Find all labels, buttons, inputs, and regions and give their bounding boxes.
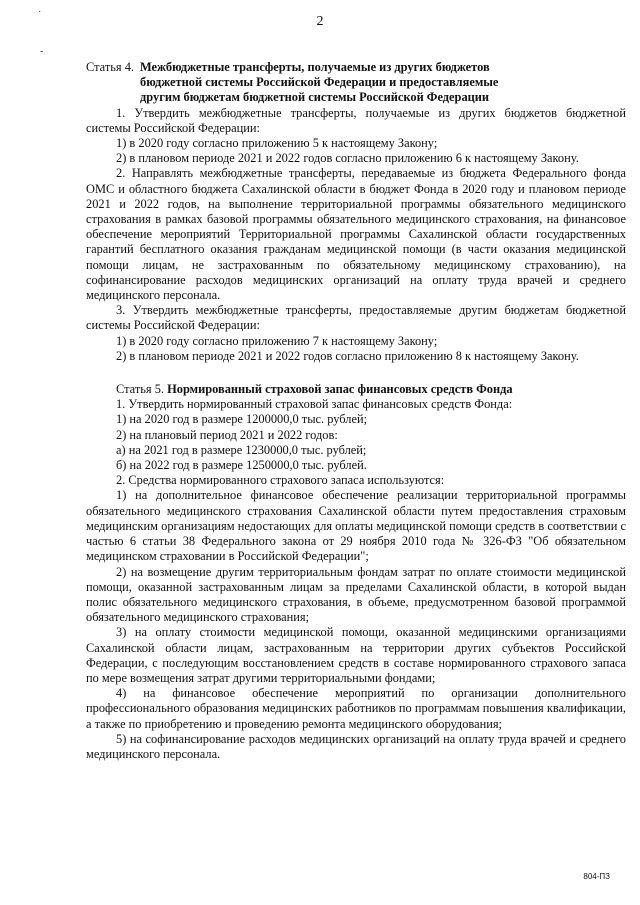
article-4-paragraph: 1. Утвердить межбюджетные трансферты, получаемые из других бюджетов бюджетной системы Российской Федерации: [86, 105, 626, 135]
article-5-paragraph: 2) на возмещение другим территориальным фондам затрат по оплате стоимости медицинской помощи, оказанной застрахованным лицам за пределами Сахалинской области, в которой выдан полис обязательного медицинского страхования, в объеме, предусмотренном базовой программой обязательного медицинского страхования; [86, 564, 626, 625]
article-5-paragraph: б) на 2022 год в размере 1250000,0 тыс. рублей. [116, 458, 367, 473]
article-4-heading-line: Межбюджетные трансферты, получаемые из других бюджетов [140, 60, 490, 74]
article-4-paragraph: 1) в 2020 году согласно приложению 5 к настоящему Закону; [116, 136, 438, 151]
article-4-label: Статья 4. [86, 60, 135, 74]
article-4-paragraph: 2) в плановом периоде 2021 и 2022 годов согласно приложению 8 к настоящему Закону. [116, 348, 579, 363]
section-spacer [86, 364, 626, 382]
article-4-paragraph: 1) в 2020 году согласно приложению 7 к настоящему Закону; [116, 333, 438, 348]
article-5-paragraph: 2. Средства нормированного страхового запаса используются: [116, 473, 445, 488]
scan-mark-top: ˙ [38, 10, 42, 21]
article-4-paragraph: 2. Направлять межбюджетные трансферты, передаваемые из бюджета Федерального фонда ОМС и областного бюджета Сахалинской области в бюджет Фонда в 2020 году и плановом периоде 2021 и 2022 годов, на выполнение территориальной программы обязательного медицинского страхования в рамках базовой программы обязательного медицинского страхования, на финансовое обеспечение мероприятий Территориальной программы Сахалинской области государственных гарантий бесплатного оказания гражданам медицинской помощи (в части оказания медицинской помощи лицам, не застрахованным по обязательному медицинскому страхованию), на софинансирование расходов медицинских организаций на оплату труда врачей и среднего медицинского персонала. [86, 166, 626, 303]
article-4-heading [140, 60, 498, 106]
scan-mark-left: - [40, 46, 44, 57]
article-4-heading-line: бюджетной системы Российской Федерации и предоставляемые [140, 75, 499, 90]
article-5-paragraph: 2) на плановый период 2021 и 2022 годов: [116, 427, 338, 442]
document-body [86, 60, 626, 762]
article-5-paragraph: 4) на финансовое обеспечение мероприятий по организации дополнительного профессионального образования медицинских работников по программам повышения квалификации, а также по приобретению и проведению ремонта медицинского оборудования; [86, 686, 626, 731]
article-4-paragraph: 2) в плановом периоде 2021 и 2022 годов согласно приложению 6 к настоящему Закону. [116, 151, 579, 166]
article-4-title [86, 60, 626, 106]
article-4-paragraph: 3. Утвердить межбюджетные трансферты, предоставляемые другим бюджетам бюджетной системы Российской Федерации: [86, 303, 626, 333]
article-5-paragraph: 5) на софинансирование расходов медицинских организаций на оплату труда врачей и среднего медицинского персонала. [86, 731, 626, 761]
article-5-paragraph: а) на 2021 год в размере 1230000,0 тыс. рублей; [116, 442, 367, 457]
article-5-paragraph: 3) на оплату стоимости медицинской помощи, оказанной медицинскими организациями Сахалинской области лицам, застрахованным на территории других субъектов Российской Федерации, с последующим восстановлением средств в составе нормированного страхового запаса по мере возмещения затрат другими территориальными фондами; [86, 625, 626, 685]
page-number: 2 [316, 14, 324, 29]
article-5-heading: Нормированный страховой запас финансовых средств Фонда [167, 382, 513, 397]
article-5-paragraph: 1) на 2020 год в размере 1200000,0 тыс. рублей; [116, 412, 368, 427]
article-5-paragraph: 1) на дополнительное финансовое обеспечение реализации территориальной программы обязательного медицинского страхования Сахалинской области путем предоставления страховым медицинским организациям недостающих для оплаты медицинской помощи средств в соответствии с частью 6 статьи 38 Федерального закона от 29 ноября 2010 года № 326-ФЗ "Об обязательном медицинском страховании в Российской Федерации"; [86, 488, 626, 564]
article-5-label: Статья 5. [116, 382, 165, 397]
article-5-paragraph: 1. Утвердить нормированный страховой запас финансовых средств Фонда: [116, 397, 513, 412]
article-5-title [86, 382, 626, 397]
article-4-heading-line: другим бюджетам бюджетной системы Российской Федерации [140, 90, 490, 105]
document-code: 804-ПЗ [583, 872, 610, 881]
